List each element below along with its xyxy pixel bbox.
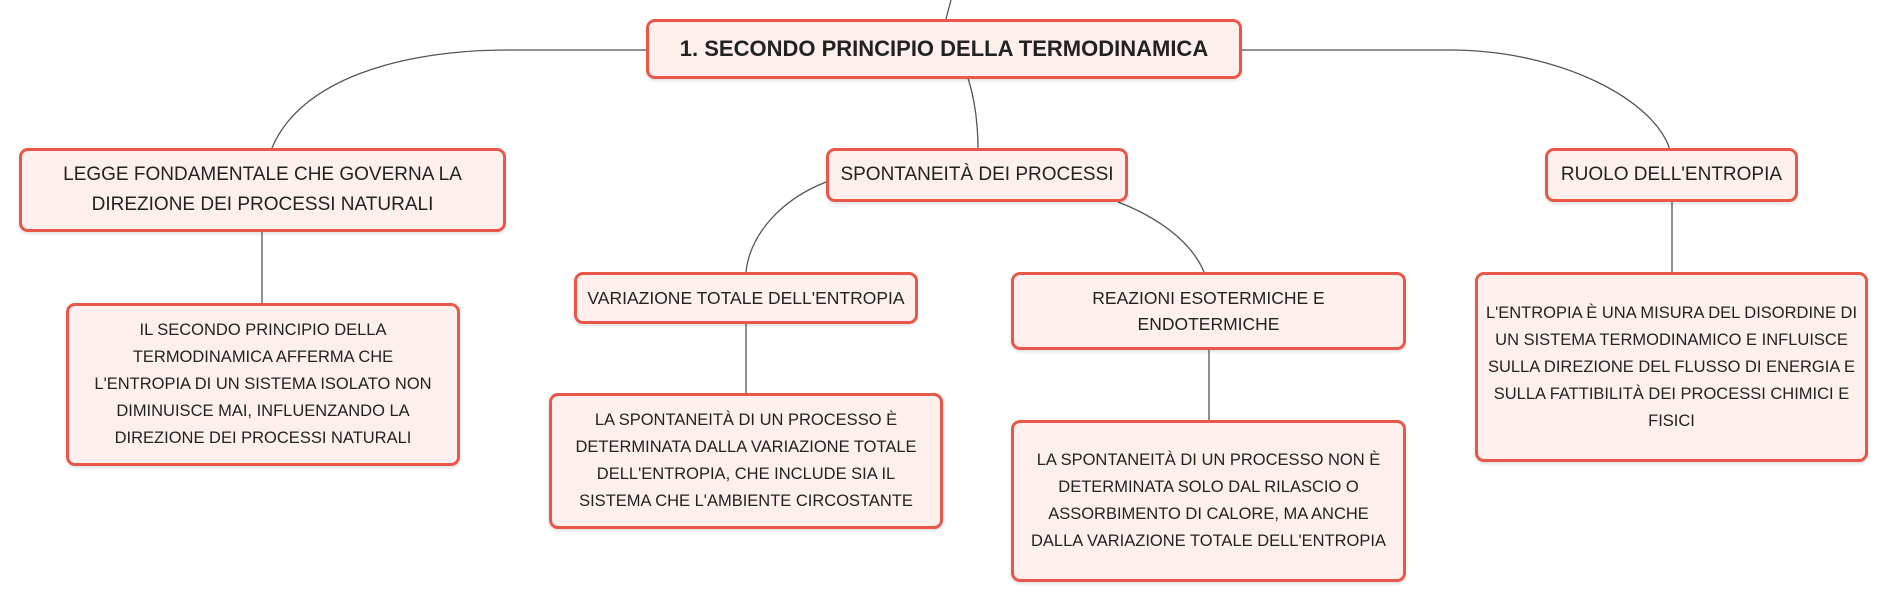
leaf-node-label: LA SPONTANEITÀ DI UN PROCESSO NON È DETERMINATA SOLO DAL RILASCIO O ASSORBIMENTO DI CALORE, MA ANCHE DALLA VARIAZIONE TOTALE DELL'ENTROPIA	[1031, 451, 1386, 550]
leaf-node-secondo-principio[interactable]	[66, 303, 460, 466]
connector-root-top	[946, 0, 951, 19]
root-node[interactable]	[646, 19, 1242, 79]
branch-node-ruolo[interactable]	[1545, 148, 1798, 202]
leaf-node-spontaneita-calore[interactable]	[1011, 420, 1406, 582]
leaf-node-label: IL SECONDO PRINCIPIO DELLA TERMODINAMICA AFFERMA CHE L'ENTROPIA DI UN SISTEMA ISOLATO NON DIMINUISCE MAI, INFLUENZANDO LA DIREZIONE DEI PROCESSI NATURALI	[94, 321, 432, 447]
branch-node-legge[interactable]	[19, 148, 506, 232]
connector-root-legge	[272, 50, 646, 148]
connector-root-ruolo	[1242, 50, 1670, 150]
sub-branch-node-variazione[interactable]	[574, 272, 918, 324]
branch-node-spontaneita[interactable]	[826, 148, 1128, 202]
leaf-node-entropia-disordine[interactable]	[1475, 272, 1868, 462]
branch-node-label: LEGGE FONDAMENTALE CHE GOVERNA LA DIREZIONE DEI PROCESSI NATURALI	[63, 164, 462, 215]
leaf-node-spontaneita-entropia[interactable]	[549, 393, 943, 529]
connector-spontaneita-variazione	[746, 182, 826, 272]
sub-branch-node-reazioni[interactable]	[1011, 272, 1406, 350]
branch-node-label: SPONTANEITÀ DEI PROCESSI	[840, 164, 1114, 185]
connector-root-spontaneita	[968, 78, 978, 150]
connector-spontaneita-reazioni	[1118, 202, 1204, 272]
leaf-node-label: L'ENTROPIA È UNA MISURA DEL DISORDINE DI UN SISTEMA TERMODINAMICO E INFLUISCE SULLA DIREZIONE DEL FLUSSO DI ENERGIA E SULLA FATTIBILITÀ DEI PROCESSI CHIMICI E FISICI	[1485, 303, 1858, 430]
sub-branch-node-label: REAZIONI ESOTERMICHE E ENDOTERMICHE	[1092, 288, 1325, 334]
root-node-label: 1. SECONDO PRINCIPIO DELLA TERMODINAMICA	[679, 36, 1209, 61]
leaf-node-label: LA SPONTANEITÀ DI UN PROCESSO È DETERMINATA DALLA VARIAZIONE TOTALE DELL'ENTROPIA, CHE INCLUDE SIA IL SISTEMA CHE L'AMBIENTE CIRCOSTANTE	[575, 411, 917, 510]
branch-node-label: RUOLO DELL'ENTROPIA	[1560, 164, 1783, 185]
sub-branch-node-label: VARIAZIONE TOTALE DELL'ENTROPIA	[587, 288, 905, 308]
